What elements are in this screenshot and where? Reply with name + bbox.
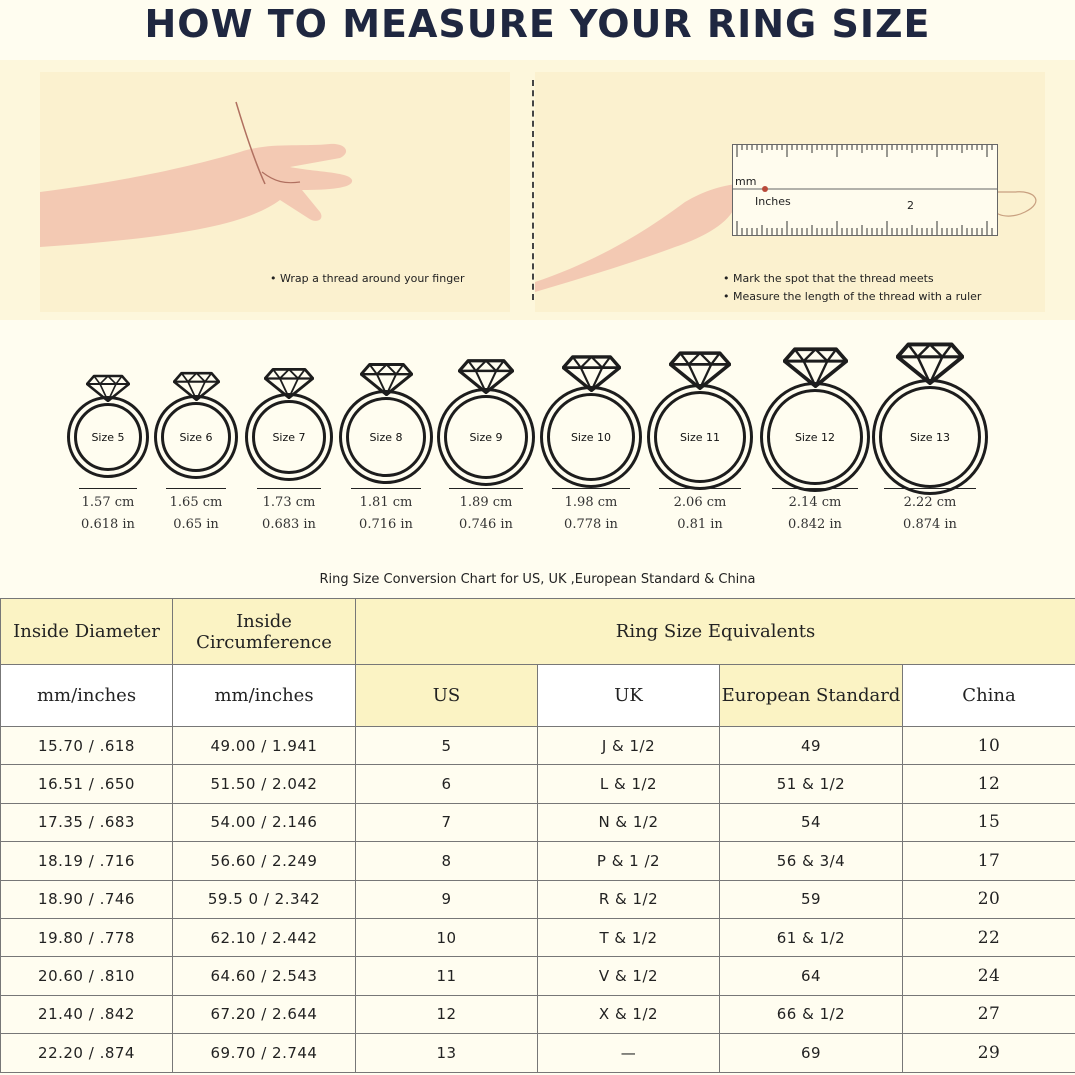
china-cell: 12 bbox=[903, 765, 1075, 803]
conversion-chart-caption: Ring Size Conversion Chart for US, UK ,European Standard & China bbox=[319, 572, 756, 587]
diameter-cell: 16.51 / .650 bbox=[1, 765, 173, 803]
diameter-inches: 0.842 in bbox=[788, 517, 842, 532]
diameter-inches: 0.778 in bbox=[564, 517, 618, 532]
diameter-cm: 1.98 cm bbox=[564, 495, 618, 510]
uk-cell: R & 1/2 bbox=[538, 880, 720, 918]
diameter-cm: 2.14 cm bbox=[788, 495, 842, 510]
us-cell: 5 bbox=[356, 727, 538, 765]
table-row bbox=[1, 765, 1075, 803]
eu-cell: 56 & 3/4 bbox=[720, 842, 903, 880]
china-cell: 27 bbox=[903, 995, 1075, 1033]
ring-measurement bbox=[650, 488, 750, 536]
diameter-line bbox=[659, 488, 741, 489]
diameter-cell: 18.19 / .716 bbox=[1, 842, 173, 880]
circumference-unit-header: mm/inches bbox=[173, 665, 356, 727]
china-cell: 24 bbox=[903, 957, 1075, 995]
table-row bbox=[1, 957, 1075, 995]
diameter-inches: 0.746 in bbox=[459, 517, 513, 532]
eu-cell: 64 bbox=[720, 957, 903, 995]
ring-size-label: Size 8 bbox=[346, 397, 426, 477]
european-standard-header: European Standard bbox=[720, 665, 903, 727]
ruler-inches-label: Inches bbox=[755, 195, 791, 208]
ring-size-label: Size 13 bbox=[879, 386, 981, 488]
instructions-section bbox=[0, 60, 1075, 320]
china-cell: 20 bbox=[903, 880, 1075, 918]
circumference-cell: 56.60 / 2.249 bbox=[173, 842, 356, 880]
us-cell: 11 bbox=[356, 957, 538, 995]
ring-size-label: Size 7 bbox=[252, 400, 326, 474]
ring-size-label: Size 12 bbox=[767, 389, 863, 485]
table-row bbox=[1, 803, 1075, 841]
diameter-cell: 17.35 / .683 bbox=[1, 803, 173, 841]
measure-length-instruction: • Measure the length of the thread with a ruler bbox=[723, 290, 982, 303]
ring-measurement bbox=[436, 488, 536, 536]
diameter-cell: 19.80 / .778 bbox=[1, 918, 173, 956]
uk-cell: X & 1/2 bbox=[538, 995, 720, 1033]
china-header: China bbox=[903, 665, 1075, 727]
conversion-table-body bbox=[1, 727, 1075, 1073]
ring-measurement bbox=[239, 488, 339, 536]
uk-cell: T & 1/2 bbox=[538, 918, 720, 956]
us-cell: 10 bbox=[356, 918, 538, 956]
diameter-line bbox=[772, 488, 858, 489]
ring-size-label: Size 9 bbox=[444, 395, 528, 479]
uk-cell: J & 1/2 bbox=[538, 727, 720, 765]
uk-cell: — bbox=[538, 1034, 720, 1072]
diameter-line bbox=[351, 488, 421, 489]
wrap-thread-instruction: • Wrap a thread around your finger bbox=[270, 272, 465, 285]
eu-cell: 61 & 1/2 bbox=[720, 918, 903, 956]
china-cell: 29 bbox=[903, 1034, 1075, 1072]
diameter-line bbox=[884, 488, 976, 489]
uk-header: UK bbox=[538, 665, 720, 727]
china-cell: 15 bbox=[903, 803, 1075, 841]
ring-size-label: Size 6 bbox=[161, 402, 231, 472]
us-cell: 8 bbox=[356, 842, 538, 880]
eu-cell: 59 bbox=[720, 880, 903, 918]
ring-measurement bbox=[146, 488, 246, 536]
us-cell: 6 bbox=[356, 765, 538, 803]
table-row bbox=[1, 880, 1075, 918]
diameter-line bbox=[552, 488, 630, 489]
ring-measurement bbox=[765, 488, 865, 536]
diameter-inches: 0.683 in bbox=[262, 517, 316, 532]
uk-cell: L & 1/2 bbox=[538, 765, 720, 803]
ring-size-label: Size 5 bbox=[74, 403, 142, 471]
inside-circumference-header: Inside Circumference bbox=[173, 599, 356, 665]
table-row bbox=[1, 995, 1075, 1033]
eu-cell: 51 & 1/2 bbox=[720, 765, 903, 803]
table-row bbox=[1, 918, 1075, 956]
diameter-line bbox=[257, 488, 321, 489]
diameter-cm: 1.73 cm bbox=[262, 495, 316, 510]
diameter-unit-header: mm/inches bbox=[1, 665, 173, 727]
table-row bbox=[1, 842, 1075, 880]
diameter-line bbox=[166, 488, 226, 489]
table-row bbox=[1, 727, 1075, 765]
uk-cell: V & 1/2 bbox=[538, 957, 720, 995]
diameter-cm: 2.22 cm bbox=[903, 495, 957, 510]
diameter-inches: 0.81 in bbox=[677, 517, 723, 532]
circumference-cell: 64.60 / 2.543 bbox=[173, 957, 356, 995]
ring-size-equivalents-header: Ring Size Equivalents bbox=[356, 599, 1075, 665]
diameter-inches: 0.716 in bbox=[359, 517, 413, 532]
ruler-two-label: 2 bbox=[907, 199, 914, 212]
ring-size-conversion-table bbox=[0, 598, 1075, 1073]
circumference-cell: 67.20 / 2.644 bbox=[173, 995, 356, 1033]
diameter-line bbox=[449, 488, 523, 489]
diameter-cell: 15.70 / .618 bbox=[1, 727, 173, 765]
eu-cell: 49 bbox=[720, 727, 903, 765]
ring-measurement bbox=[336, 488, 436, 536]
uk-cell: N & 1/2 bbox=[538, 803, 720, 841]
wrap-thread-illustration bbox=[40, 72, 510, 312]
diameter-line bbox=[79, 488, 137, 489]
mark-spot-instruction: • Mark the spot that the thread meets bbox=[723, 272, 934, 285]
us-cell: 13 bbox=[356, 1034, 538, 1072]
inside-diameter-header: Inside Diameter bbox=[1, 599, 173, 665]
diameter-inches: 0.65 in bbox=[173, 517, 219, 532]
diameter-cm: 1.81 cm bbox=[359, 495, 413, 510]
section-divider bbox=[532, 80, 534, 300]
us-cell: 12 bbox=[356, 995, 538, 1033]
circumference-cell: 59.5 0 / 2.342 bbox=[173, 880, 356, 918]
page-title: HOW TO MEASURE YOUR RING SIZE bbox=[144, 2, 931, 46]
table-row bbox=[1, 1034, 1075, 1072]
ring-size-label: Size 11 bbox=[654, 391, 746, 483]
eu-cell: 54 bbox=[720, 803, 903, 841]
diameter-cm: 2.06 cm bbox=[673, 495, 727, 510]
ruler-mm-label: mm bbox=[735, 175, 757, 188]
diameter-cell: 20.60 / .810 bbox=[1, 957, 173, 995]
diameter-cm: 1.57 cm bbox=[81, 495, 135, 510]
ruler-ticks-icon bbox=[733, 145, 997, 235]
china-cell: 10 bbox=[903, 727, 1075, 765]
china-cell: 17 bbox=[903, 842, 1075, 880]
diameter-cell: 22.20 / .874 bbox=[1, 1034, 173, 1072]
circumference-cell: 51.50 / 2.042 bbox=[173, 765, 356, 803]
ruler bbox=[732, 144, 998, 236]
circumference-cell: 54.00 / 2.146 bbox=[173, 803, 356, 841]
us-cell: 7 bbox=[356, 803, 538, 841]
us-header: US bbox=[356, 665, 538, 727]
uk-cell: P & 1 /2 bbox=[538, 842, 720, 880]
eu-cell: 69 bbox=[720, 1034, 903, 1072]
circumference-cell: 69.70 / 2.744 bbox=[173, 1034, 356, 1072]
ring-size-label: Size 10 bbox=[547, 393, 635, 481]
circumference-cell: 62.10 / 2.442 bbox=[173, 918, 356, 956]
diameter-inches: 0.618 in bbox=[81, 517, 135, 532]
circumference-cell: 49.00 / 1.941 bbox=[173, 727, 356, 765]
diameter-cm: 1.89 cm bbox=[459, 495, 513, 510]
diameter-cell: 21.40 / .842 bbox=[1, 995, 173, 1033]
eu-cell: 66 & 1/2 bbox=[720, 995, 903, 1033]
ring-measurement bbox=[880, 488, 980, 536]
us-cell: 9 bbox=[356, 880, 538, 918]
ring-measurement bbox=[541, 488, 641, 536]
diameter-inches: 0.874 in bbox=[903, 517, 957, 532]
diameter-cell: 18.90 / .746 bbox=[1, 880, 173, 918]
diameter-cm: 1.65 cm bbox=[169, 495, 223, 510]
ring-measurement bbox=[58, 488, 158, 536]
china-cell: 22 bbox=[903, 918, 1075, 956]
